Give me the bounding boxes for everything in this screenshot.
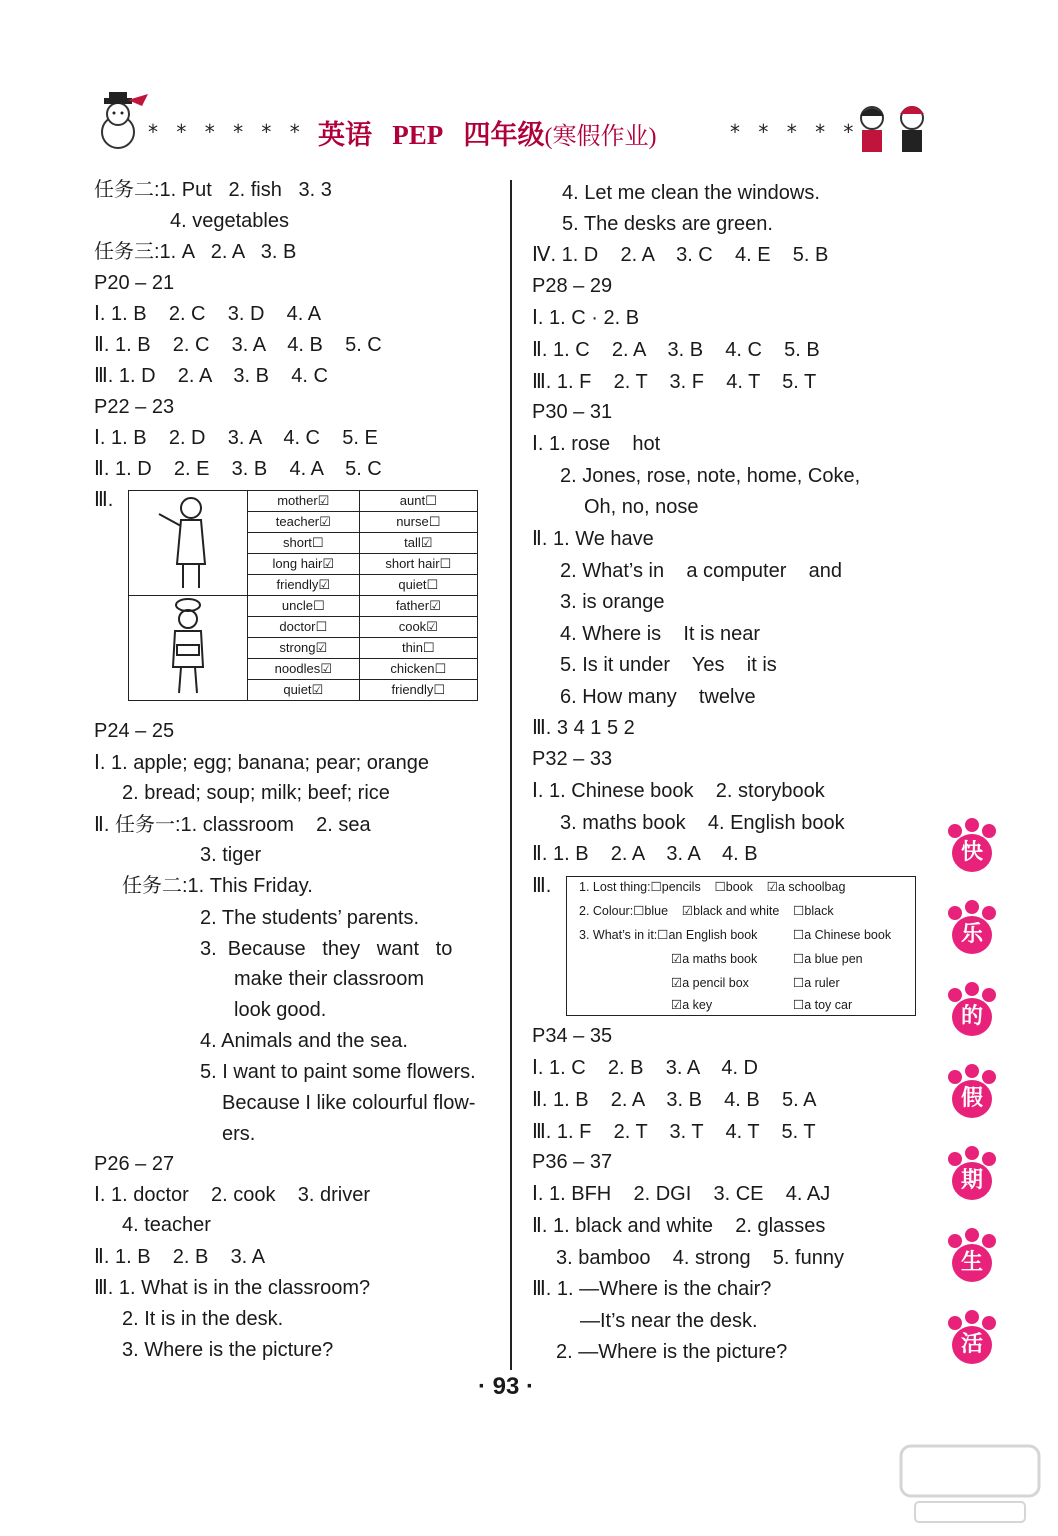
header-grade: 四年级 bbox=[463, 120, 545, 150]
woman-teacher-icon bbox=[153, 492, 223, 592]
paw-icon bbox=[944, 900, 1000, 956]
text-line: Ⅰ. 1. rose hot bbox=[532, 433, 661, 455]
section-label: P20 – 21 bbox=[94, 272, 175, 294]
text-line: 3. Because they want to bbox=[200, 938, 453, 960]
header-edition: PEP bbox=[392, 120, 444, 150]
text-line: Ⅱ. 1. B 2. A 3. A 4. B bbox=[532, 843, 758, 865]
text-line: Ⅱ. 1. B 2. A 3. B 4. B 5. A bbox=[532, 1089, 817, 1111]
header-subject: 英语 bbox=[318, 120, 372, 150]
text-line: Ⅰ. 1. C · 2. B bbox=[532, 307, 640, 329]
table-cell: friendly☑ bbox=[248, 575, 360, 596]
text-line: 任务三:1. A 2. A 3. B bbox=[94, 241, 297, 263]
table-cell: aunt☐ bbox=[359, 491, 477, 512]
text-line: Ⅱ. 1. D 2. E 3. B 4. A 5. C bbox=[94, 458, 382, 480]
section-label: P22 – 23 bbox=[94, 396, 175, 418]
text-line: 5. Is it under Yes it is bbox=[560, 654, 777, 676]
text-line: Ⅲ. 1. —Where is the chair? bbox=[532, 1278, 772, 1300]
text-line: Ⅲ. 1. F 2. T 3. F 4. T 5. T bbox=[532, 371, 817, 393]
text-line: Ⅲ. 1. F 2. T 3. T 4. T 5. T bbox=[532, 1121, 816, 1143]
section-label: P26 – 27 bbox=[94, 1153, 175, 1175]
text-line: 4. Let me clean the windows. bbox=[562, 182, 820, 204]
box-line: ☐a toy car bbox=[793, 998, 853, 1012]
table-cell: thin☐ bbox=[359, 638, 477, 659]
box-line: 1. Lost thing:☐pencils ☐book ☑a schoolbag bbox=[579, 880, 846, 894]
table-cell: short☐ bbox=[248, 533, 360, 554]
box-line: ☑a pencil box bbox=[671, 976, 749, 990]
text-line: 任务二:1. This Friday. bbox=[122, 875, 313, 897]
section-label: P24 – 25 bbox=[94, 720, 175, 742]
answer-table bbox=[128, 490, 478, 701]
text-line: Ⅱ. 1. We have bbox=[532, 528, 654, 550]
text-line: Ⅱ. 1. black and white 2. glasses bbox=[532, 1215, 826, 1237]
section-label: P28 – 29 bbox=[532, 275, 613, 297]
text-line: —It’s near the desk. bbox=[580, 1310, 758, 1332]
side-char: 活 bbox=[952, 1326, 992, 1364]
text-line: 3. maths book 4. English book bbox=[560, 812, 845, 834]
text-line: 3. is orange bbox=[560, 591, 665, 613]
text-line: Ⅰ. 1. B 2. D 3. A 4. C 5. E bbox=[94, 427, 378, 449]
page-number: · 93 · bbox=[478, 1373, 535, 1400]
text-line: 3. bamboo 4. strong 5. funny bbox=[556, 1247, 844, 1269]
text-line: 2. Jones, rose, note, home, Coke, bbox=[560, 465, 861, 487]
paw-icon bbox=[944, 982, 1000, 1038]
text-line: Ⅰ. 1. Chinese book 2. storybook bbox=[532, 780, 825, 802]
text-line: Ⅱ. 任务一:1. classroom 2. sea bbox=[94, 814, 371, 836]
table-cell: cook☑ bbox=[359, 617, 477, 638]
text-line: Oh, no, nose bbox=[584, 496, 699, 518]
text-line: 3. Where is the picture? bbox=[122, 1339, 334, 1361]
side-char: 期 bbox=[952, 1162, 992, 1200]
table-cell: uncle☐ bbox=[248, 596, 360, 617]
table-cell: short hair☐ bbox=[359, 554, 477, 575]
column-divider bbox=[510, 180, 512, 1370]
section-label: P32 – 33 bbox=[532, 748, 613, 770]
table-cell: tall☑ bbox=[359, 533, 477, 554]
table-cell: quiet☑ bbox=[248, 680, 360, 701]
text-line: 2. The students’ parents. bbox=[200, 907, 420, 929]
table-cell: doctor☐ bbox=[248, 617, 360, 638]
text-line: 2. What’s in a computer and bbox=[560, 560, 842, 582]
paw-icon bbox=[944, 1064, 1000, 1120]
text-line: Ⅱ. 1. B 2. C 3. A 4. B 5. C bbox=[94, 334, 382, 356]
text-line: Ⅲ. 1. D 2. A 3. B 4. C bbox=[94, 365, 328, 387]
table-cell: father☑ bbox=[359, 596, 477, 617]
text-line: ers. bbox=[222, 1123, 256, 1145]
text-line: Ⅲ. bbox=[532, 875, 552, 897]
box-line: ☑a maths book bbox=[671, 952, 758, 966]
text-line: 4. Animals and the sea. bbox=[200, 1030, 408, 1052]
text-line: Ⅲ. bbox=[94, 489, 114, 511]
box-line: ☐a ruler bbox=[793, 976, 840, 990]
header-stars-right: * * * * * bbox=[730, 120, 860, 144]
paw-icon bbox=[944, 1228, 1000, 1284]
side-char: 乐 bbox=[952, 916, 992, 954]
paw-icon bbox=[944, 1310, 1000, 1366]
text-line: 4. teacher bbox=[122, 1214, 211, 1236]
table-cell: strong☑ bbox=[248, 638, 360, 659]
text-line: 3. tiger bbox=[200, 844, 262, 866]
man-cook-icon bbox=[153, 597, 223, 697]
watermark-logo-icon bbox=[895, 1440, 1045, 1530]
section-label: P30 – 31 bbox=[532, 401, 613, 423]
text-line: Ⅳ. 1. D 2. A 3. C 4. E 5. B bbox=[532, 244, 829, 266]
side-char: 的 bbox=[952, 998, 992, 1036]
table-cell: noodles☑ bbox=[248, 659, 360, 680]
header-title bbox=[318, 113, 656, 152]
text-line: 2. It is in the desk. bbox=[122, 1308, 284, 1330]
paw-icon bbox=[944, 1146, 1000, 1202]
text-line: 5. I want to paint some flowers. bbox=[200, 1061, 476, 1083]
text-line: Ⅰ. 1. B 2. C 3. D 4. A bbox=[94, 303, 322, 325]
text-line: make their classroom bbox=[234, 968, 425, 990]
side-char: 快 bbox=[952, 834, 992, 872]
text-line: 5. The desks are green. bbox=[562, 213, 773, 235]
side-char: 假 bbox=[952, 1080, 992, 1118]
text-line: 6. How many twelve bbox=[560, 686, 756, 708]
text-line: Because I like colourful flow- bbox=[222, 1092, 476, 1114]
text-line: Ⅲ. 3 4 1 5 2 bbox=[532, 717, 635, 739]
text-line: Ⅰ. 1. C 2. B 3. A 4. D bbox=[532, 1057, 758, 1079]
table-cell: nurse☐ bbox=[359, 512, 477, 533]
header-grade-sub: (寒假作业) bbox=[544, 124, 657, 150]
text-line: 4. Where is It is near bbox=[560, 623, 761, 645]
table-cell: chicken☐ bbox=[359, 659, 477, 680]
cook-illustration bbox=[129, 596, 248, 701]
kids-decoration-icon bbox=[848, 96, 944, 162]
text-line: 任务二:1. Put 2. fish 3. 3 bbox=[94, 179, 332, 201]
text-line: 2. bread; soup; milk; beef; rice bbox=[122, 782, 390, 804]
table-cell: friendly☐ bbox=[359, 680, 477, 701]
table-cell: teacher☑ bbox=[248, 512, 360, 533]
section-label: P36 – 37 bbox=[532, 1151, 613, 1173]
box-line: 3. What’s in it:☐an English book bbox=[579, 928, 758, 942]
table-cell: long hair☑ bbox=[248, 554, 360, 575]
teacher-illustration bbox=[129, 491, 248, 596]
box-line: ☑a key bbox=[671, 998, 713, 1012]
text-line: 4. vegetables bbox=[170, 210, 289, 232]
table-cell: quiet☐ bbox=[359, 575, 477, 596]
box-line: ☐a Chinese book bbox=[793, 928, 892, 942]
text-line: Ⅲ. 1. What is in the classroom? bbox=[94, 1277, 371, 1299]
text-line: Ⅱ. 1. B 2. B 3. A bbox=[94, 1246, 266, 1268]
text-line: Ⅰ. 1. BFH 2. DGI 3. CE 4. AJ bbox=[532, 1183, 831, 1205]
text-line: Ⅰ. 1. doctor 2. cook 3. driver bbox=[94, 1184, 371, 1206]
lost-thing-box bbox=[566, 876, 916, 1016]
text-line: 2. —Where is the picture? bbox=[556, 1341, 788, 1363]
table-cell: mother☑ bbox=[248, 491, 360, 512]
text-line: look good. bbox=[234, 999, 327, 1021]
box-line: ☐a blue pen bbox=[793, 952, 863, 966]
section-label: P34 – 35 bbox=[532, 1025, 613, 1047]
header-stars-left: * * * * * * bbox=[148, 120, 306, 144]
text-line: Ⅰ. 1. apple; egg; banana; pear; orange bbox=[94, 752, 430, 774]
paw-icon bbox=[944, 818, 1000, 874]
side-char: 生 bbox=[952, 1244, 992, 1282]
box-line: 2. Colour:☐blue ☑black and white ☐black bbox=[579, 904, 834, 918]
text-line: Ⅱ. 1. C 2. A 3. B 4. C 5. B bbox=[532, 339, 820, 361]
